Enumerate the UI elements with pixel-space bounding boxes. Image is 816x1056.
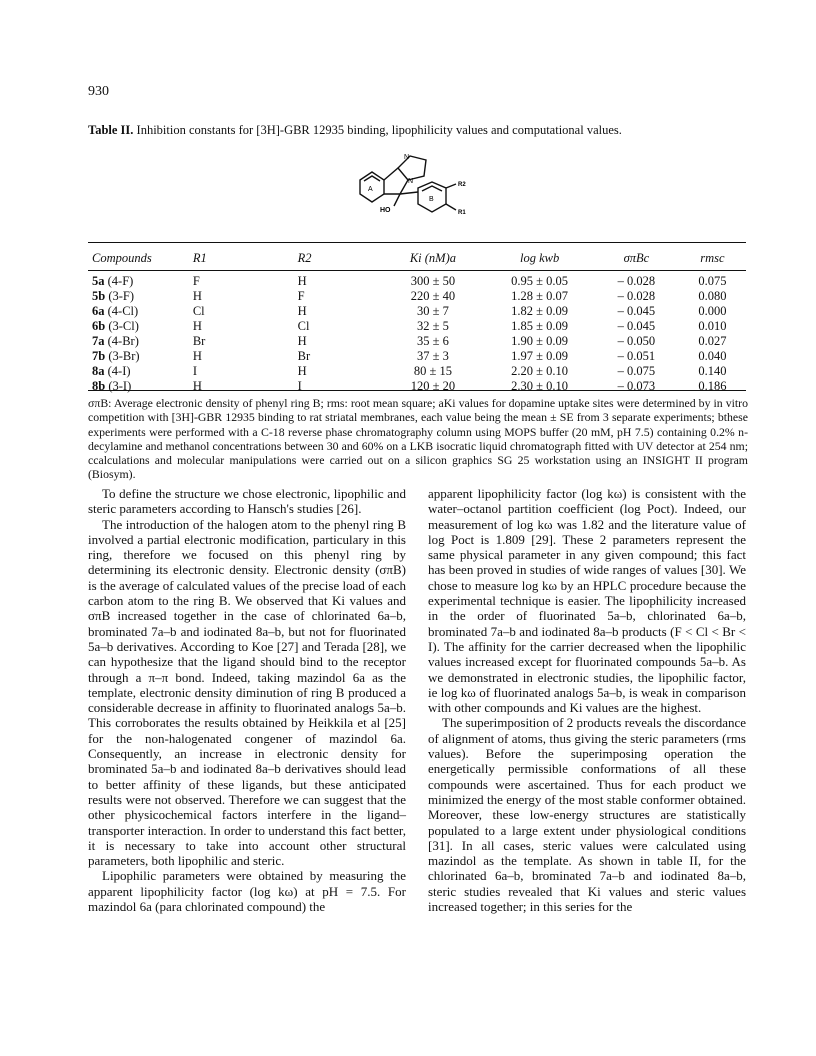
cell-r1: Br: [192, 334, 206, 348]
cell-logk: 0.95 ± 0.05: [511, 274, 569, 288]
cell-ki: 220 ± 40: [410, 289, 456, 303]
cell-compound: [88, 289, 187, 304]
ring-b-label: B: [429, 196, 434, 203]
cell-sigma: – 0.045: [617, 304, 656, 318]
cell-logk: 2.20 ± 0.10: [511, 364, 569, 378]
left-paragraph-3: Lipophilic parameters were obtained by measuring the apparent lipophilicity factor (log kω) at pH = 7.5. For mazindol 6a (para chlorinated compound) the: [88, 868, 406, 915]
compound-id: 5a: [92, 274, 105, 288]
cell-compound: [88, 304, 187, 319]
atom-n2: N: [408, 178, 414, 185]
cell-rms: 0.027: [698, 334, 727, 348]
compound-id: 6b: [92, 319, 106, 333]
r2-label: R2: [458, 182, 466, 188]
cell-ki: 120 ± 20: [410, 379, 456, 393]
compound-id: 7b: [92, 349, 106, 363]
cell-r2: Br: [297, 349, 311, 363]
ring-a-label: A: [368, 186, 373, 193]
cell-rms: 0.186: [698, 379, 727, 393]
cell-sigma: – 0.075: [617, 364, 656, 378]
table-row: [88, 349, 746, 364]
table-row: [88, 304, 746, 319]
caption-text: Inhibition constants for [3H]-GBR 12935 binding, lipophilicity values and computational values.: [136, 123, 622, 137]
cell-sigma: – 0.051: [617, 349, 656, 363]
left-paragraph-1: To define the structure we chose electronic, lipophilic and steric parameters according to Hansch's studies [26].: [88, 486, 406, 517]
header-compounds: Compounds: [92, 250, 152, 265]
atom-n1: N: [404, 154, 410, 161]
table-header-row: [88, 245, 746, 271]
table-row: [88, 319, 746, 334]
ho-label: HO: [380, 207, 391, 214]
cell-logk: 1.82 ± 0.09: [511, 304, 569, 318]
cell-rms: 0.080: [698, 289, 727, 303]
cell-r2: H: [297, 274, 307, 288]
cell-compound: [88, 334, 187, 349]
compound-id: 8b: [92, 379, 106, 393]
imidazoline-ring: [398, 156, 426, 180]
compound-id: 7a: [92, 334, 105, 348]
header-sigma: σπBc: [623, 250, 650, 265]
cell-ki: 32 ± 5: [416, 319, 449, 333]
compound-position: (4-F): [107, 274, 134, 288]
cell-r1: H: [192, 289, 202, 303]
fused-ring: [384, 168, 408, 194]
compound-position: (3-Br): [108, 349, 140, 363]
cell-r2: H: [297, 364, 307, 378]
cell-rms: 0.000: [698, 304, 727, 318]
cell-compound: [88, 364, 187, 379]
table-row: [88, 334, 746, 349]
cell-ki: 30 ± 7: [416, 304, 449, 318]
header-ki: Ki (nM)a: [409, 250, 457, 265]
cell-logk: 2.30 ± 0.10: [511, 379, 569, 393]
cell-logk: 1.28 ± 0.07: [511, 289, 569, 303]
compound-position: (4-Cl): [107, 304, 139, 318]
caption-label: Table II.: [88, 123, 134, 137]
cell-r1: I: [192, 364, 197, 378]
ring-b-inner: [422, 186, 442, 191]
compound-position: (3-F): [108, 289, 135, 303]
compound-position: (3-I): [108, 379, 132, 393]
cell-sigma: – 0.028: [617, 274, 656, 288]
cell-rms: 0.140: [698, 364, 727, 378]
table-top-rule: [88, 242, 746, 243]
cell-r2: H: [297, 334, 307, 348]
table-row: [88, 274, 746, 289]
cell-r2: Cl: [297, 319, 310, 333]
header-r2: R2: [297, 250, 312, 265]
right-column: [428, 486, 746, 914]
cell-rms: 0.040: [698, 349, 727, 363]
cell-compound: [88, 274, 187, 289]
table-caption: [88, 123, 748, 138]
cell-r2: F: [297, 289, 305, 303]
compound-position: (4-I): [107, 364, 131, 378]
table-row: [88, 379, 746, 394]
cell-ki: 300 ± 50: [410, 274, 456, 288]
header-r1: R1: [192, 250, 207, 265]
cell-compound: [88, 319, 187, 334]
cell-sigma: – 0.073: [617, 379, 656, 393]
cell-sigma: – 0.028: [617, 289, 656, 303]
header-logk: log kwb: [519, 250, 560, 265]
cell-sigma: – 0.045: [617, 319, 656, 333]
header-rms: rmsc: [700, 250, 725, 265]
right-paragraph-1: apparent lipophilicity factor (log kω) is consistent with the water–octanol partition coefficient (log Poct). Indeed, our measurement of log kω was 1.82 and the literature value of log Poct is 1.809 [29]. These 2 parameters represent the same physical parameter in any given compound; this fact has been proved in studies of wide ranges of values [30]. We chose to measure log kω by an HPLC procedure because the experimental technique is easier. The lipophilicity increased in the order of fluorinated 5a–b, chlorinated 6a–b, brominated 7a–b and iodinated 8a–b products (F < Cl < Br < I). The affinity for the carrier decreased when the lipophilic values increased except for fluorinated compounds 5a–b. As we demonstrated in electronic studies, the lipophilic factor, ie log kω of fluorinated analogs 5a–b, is weak in comparison with other compounds and Ki values are the highest.: [428, 486, 746, 716]
cell-r1: F: [192, 274, 200, 288]
cell-r1: H: [192, 349, 202, 363]
compound-position: (4-Br): [107, 334, 139, 348]
right-paragraph-2: The superimposition of 2 products reveals the discordance of alignment of atoms, thus giving the steric parameters (rms values). Before the superimposing operation the energetically permissible conformations of all these compounds were ascertained. Thus for each product we minimized the energy of the most stable conformer obtained. Moreover, these low-energy structures are statistically populated to a large extent under physiological conditions [31]. In all cases, steric values were calculated using mazindol as the template. As shown in table II, for the chlorinated 6a–b, brominated 7a–b and iodinated 8a–b, steric studies revealed that Ki values and steric values increased together; in this series for the: [428, 715, 746, 915]
cell-r1: Cl: [192, 304, 205, 318]
cell-logk: 1.97 ± 0.09: [511, 349, 569, 363]
data-table: [88, 245, 746, 394]
cell-sigma: – 0.050: [617, 334, 656, 348]
compound-id: 6a: [92, 304, 105, 318]
compound-position: (3-Cl): [108, 319, 139, 333]
r1-label: R1: [458, 210, 466, 216]
cell-r2: H: [297, 304, 307, 318]
cell-ki: 35 ± 6: [416, 334, 449, 348]
table-body: [88, 271, 746, 394]
cell-rms: 0.075: [698, 274, 727, 288]
cell-compound: [88, 379, 187, 394]
table-row: [88, 364, 746, 379]
cell-logk: 1.90 ± 0.09: [511, 334, 569, 348]
cell-r2: I: [297, 379, 302, 393]
cell-r1: H: [192, 319, 202, 333]
table-footnote: σπB: Average electronic density of phenyl ring B; rms: root mean square; aKi values for dopamine uptake sites were determined by in vitro competition with [3H]-GBR 12935 binding to rat striatal membranes, each value being the mean ± SE from 3 separate experiments; bthese experiments were performed with a C-18 reverse phase chromatography column using MOPS buffer (20 mM, pH 7.5) containing 0.2% n-decylamine and methanol concentrations between 30 and 60% on a LKB isocratic liquid chromatograph fitted with UV detector at 254 nm; ccalculations and molecular manipulations were carried out on a silicon graphics SG 25 workstation using an INSIGHT II program (Biosym).: [88, 396, 748, 482]
ring-a-inner: [364, 176, 380, 181]
compound-id: 8a: [92, 364, 105, 378]
cell-ki: 37 ± 3: [416, 349, 449, 363]
cell-logk: 1.85 ± 0.09: [511, 319, 569, 333]
cell-compound: [88, 349, 187, 364]
chemical-structure: [352, 150, 492, 232]
left-paragraph-2: The introduction of the halogen atom to the phenyl ring B involved a partial electronic modification, particulary in this ring, therefore we focused on this phenyl ring by determining its electronic density. Electronic density (σπB) is the average of calculated values of the precise load of each carbon atom to the ring B. We observed that Ki values and σπB increased together in the case of chlorinated 6a–b, brominated 7a–b and iodinated 8a–b, but not for fluorinated 5a–b derivatives. According to Koe [27] and Terada [28], we can hypothesize that the ligand should bind to the receptor through a π–π bond. Indeed, taking mazindol 6a as the template, electronic density diminution of ring B produced a considerable decrease in affinity to fluorinated analogs 5a–b. This corroborates the results obtained by Heikkila et al [25] for the non-halogenated congener of mazindol 6a. Consequently, an increase in electronic density for brominated 5a–b and iodinated 8a–b derivatives should lead to better affinity of these ligands, but these anticipated results were not observed. Therefore we can suggest that the other physicochemical factors interfere in the ligand–transporter interaction. In order to understand this fact better, it is necessary to take into account other structural parameters, both lipophilic and steric.: [88, 516, 406, 869]
page-number: 930: [88, 84, 109, 99]
cell-rms: 0.010: [698, 319, 727, 333]
compound-id: 5b: [92, 289, 106, 303]
left-column: [88, 486, 406, 914]
cell-ki: 80 ± 15: [413, 364, 452, 378]
cell-r1: H: [192, 379, 202, 393]
table-row: [88, 289, 746, 304]
